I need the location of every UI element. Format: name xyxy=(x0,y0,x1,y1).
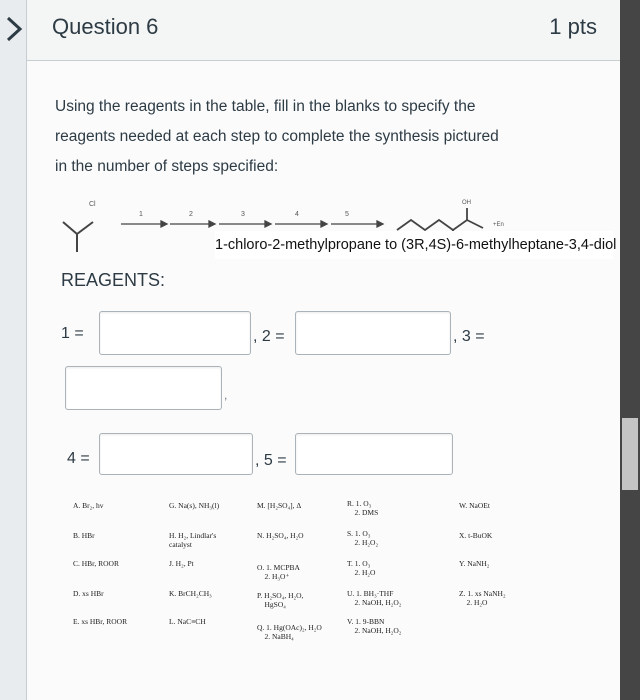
question-title: Question 6 xyxy=(52,14,159,39)
reagent-item: O. 1. MCPBA 2. H₃O⁺ xyxy=(257,563,300,581)
question-card xyxy=(26,0,621,700)
page-edge xyxy=(620,0,640,700)
question-points: 1 pts xyxy=(549,14,597,39)
scrollbar-thumb[interactable] xyxy=(622,418,638,490)
reagent-item: A. Br₂, hv xyxy=(73,501,104,510)
reagent-item: E. xs HBr, ROOR xyxy=(73,617,128,626)
reagent-item: R. 1. O₃ 2. DMS xyxy=(347,499,379,517)
reaction-arrows xyxy=(121,221,383,227)
blank-1-label: 1 = xyxy=(61,325,84,342)
reagent-item: V. 1. 9-BBN 2. NaOH, H₂O₂ xyxy=(347,617,402,635)
side-product-label: +En xyxy=(493,222,504,228)
blank-5-input[interactable] xyxy=(295,433,453,475)
reagent-item: M. [H₂SO₄], Δ xyxy=(257,501,302,510)
blank-4-label: 4 = xyxy=(67,450,90,467)
product-oh-label: OH xyxy=(462,200,471,206)
chevron-right-icon[interactable] xyxy=(4,14,26,44)
reagent-item: J. H₂, Pt xyxy=(169,559,194,568)
reagent-item: N. H₂SO₄, H₂O xyxy=(257,531,304,540)
blank-3-input[interactable] xyxy=(65,366,222,410)
synthesis-caption: 1-chloro-2-methylpropane to (3R,4S)-6-methylheptane-3,4-diol xyxy=(215,231,613,259)
reagent-item: Q. 1. Hg(OAc)₂, H₂O 2. NaBH₄ xyxy=(257,623,322,641)
reagent-item: S. 1. O₃ 2. H₂O₂ xyxy=(347,529,379,547)
reagents-heading: REAGENTS: xyxy=(61,270,166,290)
blank-2-label: , 2 = xyxy=(253,328,285,345)
step-number-2: 2 xyxy=(189,211,193,218)
reagent-item: X. t-BuOK xyxy=(459,531,493,540)
step-number-5: 5 xyxy=(345,211,349,218)
step-number-4: 4 xyxy=(295,211,299,218)
reagent-item: P. H₂SO₄, H₂O, HgSO₄ xyxy=(257,591,304,609)
starting-material-structure xyxy=(63,222,93,252)
reagent-item: D. xs HBr xyxy=(73,589,104,598)
step-number-3: 3 xyxy=(241,211,245,218)
reagent-item: G. Na(s), NH₃(l) xyxy=(169,501,220,510)
reagent-table xyxy=(73,493,613,693)
reagent-item: U. 1. BH₃·THF 2. NaOH, H₂O₂ xyxy=(347,589,402,607)
reagent-item: K. BrCH₂CH₃ xyxy=(169,589,212,598)
step-number-1: 1 xyxy=(139,211,143,218)
reagent-item: L. NaC≡CH xyxy=(169,617,206,626)
question-header xyxy=(27,0,621,61)
reagent-item: Y. NaNH₂ xyxy=(459,559,490,568)
blank-2-input[interactable] xyxy=(295,311,451,355)
reagent-item: C. HBr, ROOR xyxy=(73,559,119,568)
comma-separator: , xyxy=(224,388,228,402)
blank-4-input[interactable] xyxy=(99,433,253,475)
question-prompt: Using the reagents in the table, fill in the blanks to specify the reagents needed at each step to complete the synthesis pictured in the number of steps specified: xyxy=(55,98,499,175)
reagent-item: B. HBr xyxy=(73,531,95,540)
blank-3-label: , 3 = xyxy=(453,328,485,345)
chlorine-label: Cl xyxy=(89,201,96,208)
reagent-item: H. H₂, Lindlar's catalyst xyxy=(169,531,217,549)
reagent-item: Z. 1. xs NaNH₂ 2. H₂O xyxy=(459,589,506,607)
blank-5-label: , 5 = xyxy=(255,452,287,469)
blank-1-input[interactable] xyxy=(99,311,251,355)
reagent-item: T. 1. O₃ 2. H₂O xyxy=(347,559,376,577)
reagent-item: W. NaOEt xyxy=(459,501,490,510)
